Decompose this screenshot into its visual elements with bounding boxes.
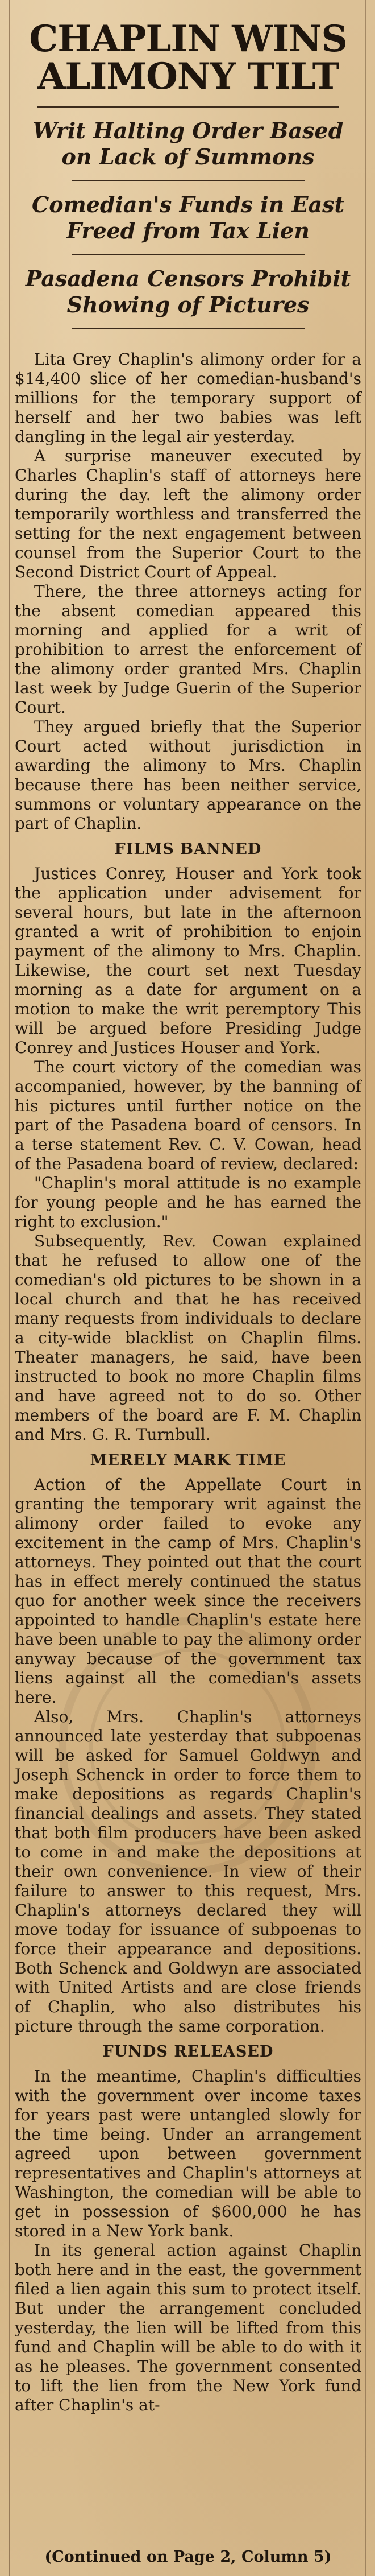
article-body [15,350,361,2415]
column-rule-right [365,0,366,2576]
deck-divider [72,254,305,255]
deck-divider [72,328,305,329]
deck-3: Pasadena Censors Prohibit Showing of Pictures [25,266,351,317]
paragraph: They argued briefly that the Superior Court acted without jurisdiction in awarding the alimony to Mrs. Chaplin because there has been neither service, summons or voluntary appearance on the part of Chaplin. [15,717,361,833]
subhead-merely-mark-time: MERELY MARK TIME [90,1451,286,1469]
subhead-funds-released: FUNDS RELEASED [102,2043,274,2061]
headline-line-1: CHAPLIN WINS [29,18,347,60]
headline [15,20,361,96]
paragraph: Lita Grey Chaplin's alimony order for a $14,400 slice of her comedian-husband's millions for the temporary support of herself and her two babies was left dangling in the legal air yesterday. [15,350,361,446]
paragraph: There, the three attorneys acting for the absent comedian appeared this morning and applied for a writ of prohibition to arrest the enforcement of the alimony order granted Mrs. Chaplin last week by Judge Guerin of the Superior Court. [15,582,361,717]
continued-line: (Continued on Page 2, Column 5) [44,2548,332,2566]
subhead-films-banned: FILMS BANNED [114,840,262,858]
paragraph: Subsequently, Rev. Cowan explained that he refused to allow one of the comedian's old pictures to be shown in a local church and that he has received many requests from individuals to declare a city-wide blacklist on Chaplin films. Theater managers, he said, have been instructed to book no more Chaplin films and have agreed not to do so. Other members of the board are F. M. Chaplin and Mrs. G. R. Turnbull. [15,1232,361,1444]
article-column [15,3,361,2576]
paragraph: Justices Conrey, Houser and York took the application under advisement for several hours, but late in the afternoon granted a writ of prohibition to enjoin payment of the alimony to Mrs. Chaplin. Likewise, the court set next Tuesday morning as a date for argument on a motion to make the writ peremptory This will be argued before Presiding Judge Conrey and Justices Houser and York. [15,864,361,1057]
deck-1: Writ Halting Order Based on Lack of Summons [32,118,344,170]
deck-divider [38,106,339,108]
paragraph: Also, Mrs. Chaplin's attorneys announced late yesterday that subpoenas will be asked for Samuel Goldwyn and Joseph Schenck in order to force them to make depositions as regards Chaplin's financial dealings and assets. They stated that both film producers have been asked to come in and make the depositions at their own convenience. In view of their failure to answer to this request, Mrs. Chaplin's attorneys declared they will move today for issuance of subpoenas to force their appearance and depositions. Both Schenck and Goldwyn are associated with United Artists and are close friends of Chaplin, who also distributes his picture through the same corporation. [15,1707,361,2036]
paragraph: A surprise maneuver executed by Charles Chaplin's staff of attorneys here during the day. left the alimony order temporarily worthless and transferred the setting for the next engagement between counsel from the Superior Court to the Second District Court of Appeal. [15,447,361,581]
paragraph: In the meantime, Chaplin's difficulties with the government over income taxes for years past were untangled slowly for the time being. Under an arrangement agreed upon between government representatives and Chaplin's attorneys at Washington, the comedian will be able to get in possession of $600,000 he has stored in a New York bank. [15,2067,361,2240]
paragraph: In its general action against Chaplin both here and in the east, the government filed a lien again this sum to protect itself. But under the arrangement concluded yesterday, the lien will be lifted from this fund and Chaplin will be able to do with it as he pleases. The government consented to lift the lien from the New York fund after Chaplin's at- [15,2241,361,2414]
headline-line-2: ALIMONY TILT [37,55,339,98]
paragraph: Action of the Appellate Court in granting the temporary writ against the alimony order failed to evoke any excitement in the camp of Mrs. Chaplin's attorneys. They pointed out that the court has in effect merely continued the status quo for another week since the receivers appointed to handle Chaplin's estate here have been unable to pay the alimony order anyway because of the government tax liens against all the comedian's assets here. [15,1475,361,1707]
column-rule-left [9,0,10,2576]
deck-divider [72,180,305,181]
paragraph: The court victory of the comedian was accompanied, however, by the banning of his pictures until further notice on the part of the Pasadena board of censors. In a terse statement Rev. C. V. Cowan, head of the Pasadena board of review, declared: [15,1058,361,1173]
deck-2: Comedian's Funds in East Freed from Tax Lien [31,192,345,243]
paragraph: "Chaplin's moral attitude is no example for young people and he has earned the right to exclusion." [15,1174,361,1231]
